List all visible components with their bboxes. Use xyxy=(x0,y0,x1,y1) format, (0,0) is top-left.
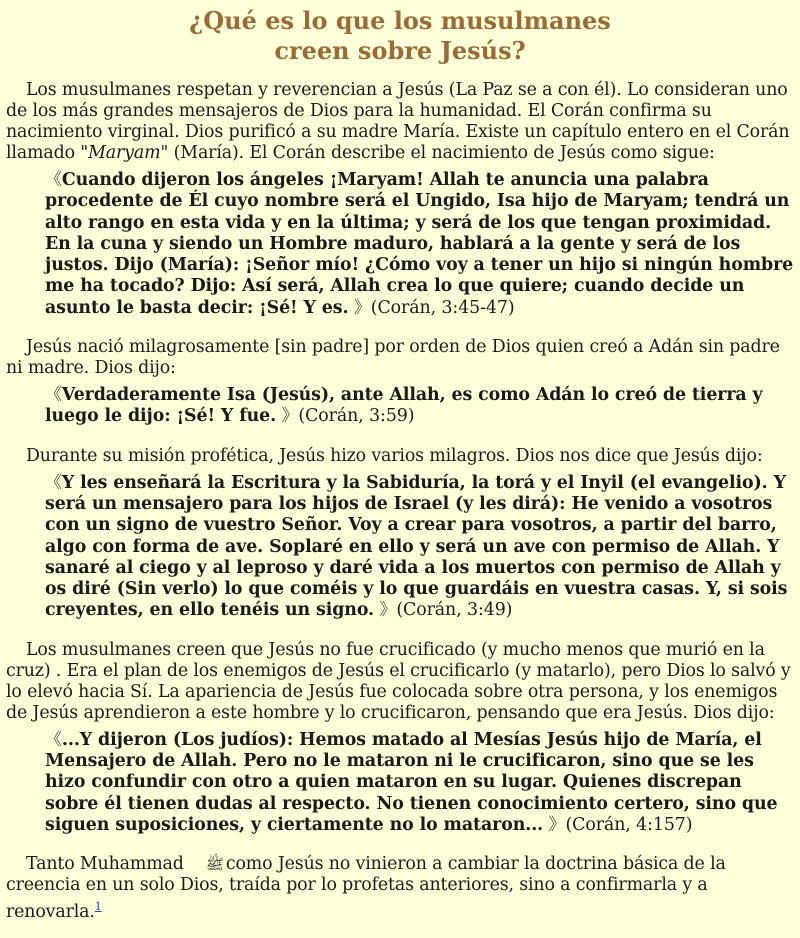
paragraph-1 xyxy=(6,80,794,164)
title-line-1: ¿Qué es lo que los musulmanes xyxy=(189,6,611,35)
quote-1-text: Cuando dijeron los ángeles ¡Maryam! Allah te anuncia una palabra procedente de Él cuyo nombre será el Ungido, Isa hijo de Maryam; tendrá un alto rango en esta vida y en la última; y será de los que tengan proximidad. En la cuna y siendo un Hombre maduro, hablará a la gente y será de los justos. Dijo (María): ¡Señor mío! ¿Cómo voy a tener un hijo si ningún hombre me ha tocado? Dijo: Así será, Allah crea lo que quiere; cuando decide un asunto le basta decir: ¡Sé! Y es. xyxy=(45,170,794,318)
quote-2-text: Verdaderamente Isa (Jesús), ante Allah, es como Adán lo creó de tierra y luego le dijo: ¡Sé! Y fue. xyxy=(45,385,763,427)
quran-quote-4 xyxy=(45,730,794,836)
quote-4-reference: (Corán, 4:157) xyxy=(565,814,693,835)
title-line-2: creen sobre Jesús? xyxy=(274,36,526,65)
paragraph-5 xyxy=(6,854,794,923)
quote-3-reference: (Corán, 3:49) xyxy=(396,600,513,621)
quote-3-text: Y les enseñará la Escritura y la Sabiduría, la torá y el Inyil (el evangelio). Y será un mensajero para los hijos de Israel (y les dirá): He venido a vosotros con un signo de vuestro Señor. Voy a crear para vosotros, a partir del barro, algo con forma de ave. Soplaré en ello y será un ave con permiso de Allah. Y sanaré al ciego y al leproso y daré vida a los muertos con permiso de Allah y os diré (Sin verlo) lo que coméis y lo que guardáis en vuestra casas. Y, si sois creyentes, en ello tenéis un signo. xyxy=(45,472,788,621)
pbuh-symbol-icon: ﷺ xyxy=(205,855,224,874)
quran-quote-3 xyxy=(45,473,794,622)
paragraph-1-text: Los musulmanes respetan y reverencian a Jesús (La Paz se a con él). Lo consideran uno de los más grandes mensajeros de Dios para la humanidad. El Corán confirma su nacimiento virginal. Dios purificó a su madre María. Existe un capítulo entero en el Corán llamado " xyxy=(6,80,790,163)
quote-open-ornament-icon: 《 xyxy=(45,472,62,493)
quote-open-ornament-icon: 《 xyxy=(45,729,62,750)
quote-close-ornament-icon: 》 xyxy=(548,814,566,835)
quran-quote-1 xyxy=(45,170,794,319)
page-title xyxy=(6,6,794,66)
quran-quote-2 xyxy=(45,385,794,428)
paragraph-5-text-end: como Jesús no vinieron a cambiar la doctrina básica de la creencia en un solo Dios, traída por lo profetas anteriores, sino a confirmarla y a renovarla. xyxy=(6,854,726,923)
paragraph-1-text-end: " (María). El Corán describe el nacimiento de Jesús como sigue: xyxy=(160,143,715,163)
paragraph-3: Durante su misión profética, Jesús hizo varios milagros. Dios nos dice que Jesús dijo: xyxy=(26,445,763,466)
paragraph-2: Jesús nació milagrosamente [sin padre] por orden de Dios quien creó a Adán sin padre ni madre. Dios dijo: xyxy=(6,337,780,379)
quote-close-ornament-icon: 》 xyxy=(379,600,397,621)
quote-close-ornament-icon: 》 xyxy=(281,406,299,427)
paragraph-5-text: Tanto Muhammad xyxy=(26,854,184,875)
quote-2-reference: (Corán, 3:59) xyxy=(298,406,415,427)
quote-close-ornament-icon: 》 xyxy=(353,297,371,318)
quote-1-reference: (Corán, 3:45-47) xyxy=(370,297,515,318)
quote-open-ornament-icon: 《 xyxy=(45,170,62,190)
paragraph-4: Los musulmanes creen que Jesús no fue crucificado (y mucho menos que murió en la cruz) . Era el plan de los enemigos de Jesús el crucificarlo (y matarlo), pero Dios lo salvó y lo elevó hacia Sí. La apariencia de Jesús fue colocada sobre otra persona, y los enemigos de Jesús aprendieron a este hombre y lo crucificaron, pensando que era Jesús. Dios dijo: xyxy=(6,639,791,723)
quote-4-text: ...Y dijeron (Los judíos): Hemos matado al Mesías Jesús hijo de María, el Mensajero de Allah. Pero no le mataron ni le crucificaron, sino que se les hizo confundir con otro a quien mataron en su lugar. Quienes discrepan sobre él tienen dudas al respecto. No tienen conocimiento certero, sino que siguen suposiciones, y ciertamente no lo mataron... xyxy=(45,729,778,835)
quote-open-ornament-icon: 《 xyxy=(45,385,62,406)
maryam-italic: Maryam xyxy=(88,143,161,163)
footnote-link[interactable]: 1 xyxy=(94,900,102,914)
